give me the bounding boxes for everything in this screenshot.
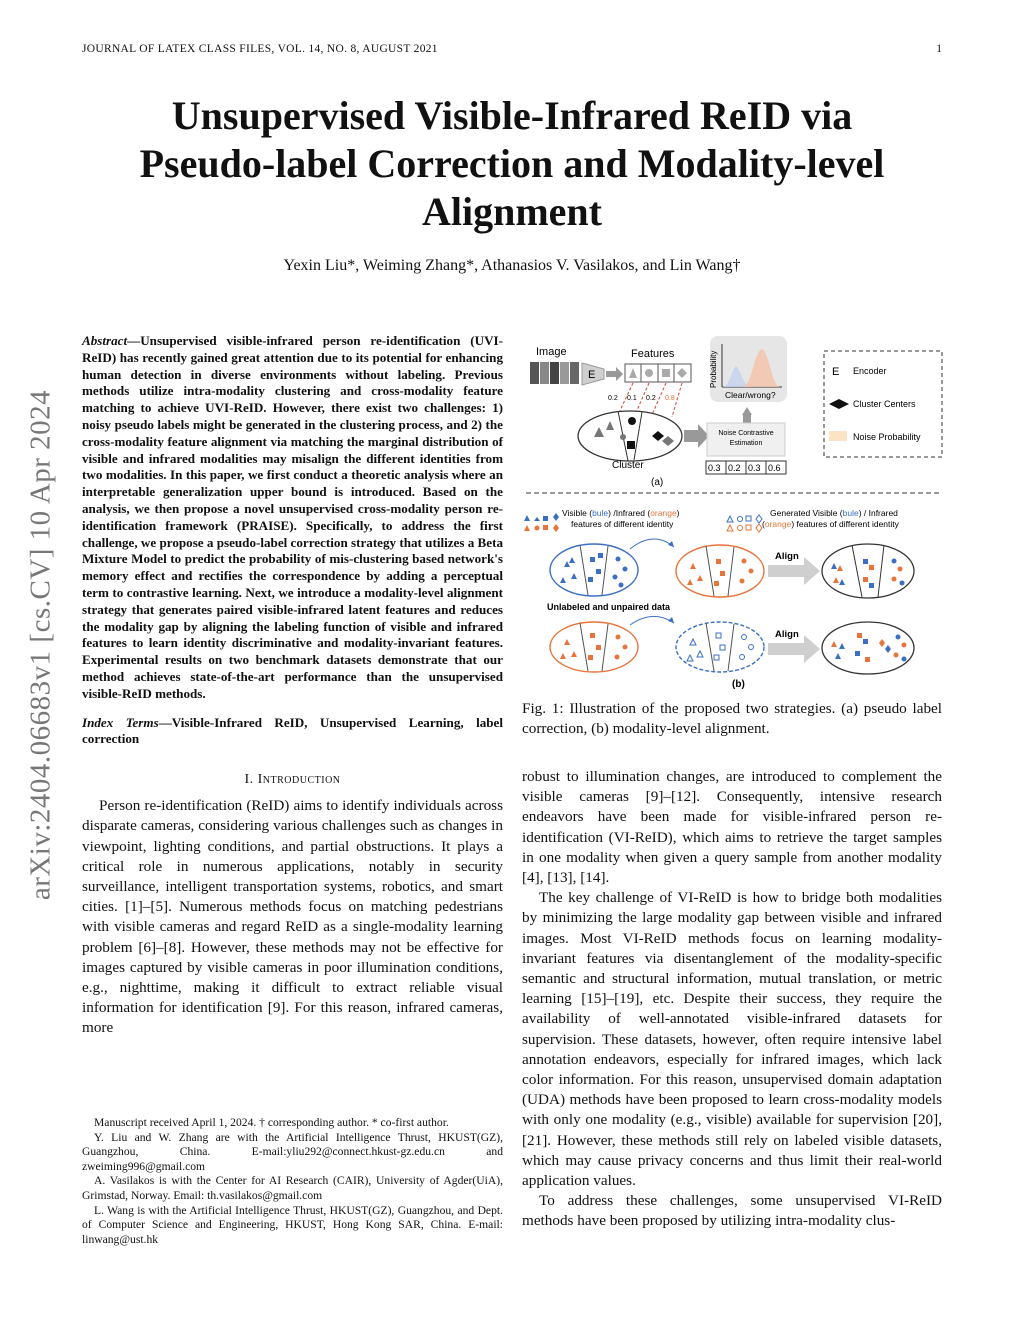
legend-encoder-letter: E [832, 366, 840, 378]
intro-paragraph-3: To address these challenges, some unsupervised VI-ReID methods have been proposed by utilizing intra-modality clus- [522, 1192, 942, 1230]
nce-value: 0.3 [708, 463, 721, 473]
gen-legend-part: ) / Infrared [858, 508, 898, 518]
figure-1-caption: Fig. 1: Illustration of the proposed two strategies. (a) pseudo label correction, (b) modality-level alignment. [522, 700, 942, 738]
intro-paragraph-2: The key challenge of VI-ReID is how to bridge both modalities by minimizing the large modality gap between visible and infrared images. Most VI-ReID methods focus on learning modality-invariant features via disentanglement of the modality-specific semantic and structural information, mutual translation, or metric learning [15]–[19], etc. Despite their success, they require the availability of well-annotated visible-infrared datasets for supervision. These datasets, however, often require intensive label annotation endeavors, especially for infrared images, which lack color information. For this reason, unsupervised domain adaptation (UDA) methods have been proposed to learn cross-modality models with only one modality (e.g., visible) available for supervision [20], [21]. However, these methods still rely on labeled visible datasets, which may cause privacy concerns and thus limit their real-world application values. [522, 889, 942, 1190]
nce-value: 0.6 [768, 463, 781, 473]
nce-values [706, 461, 786, 474]
cluster-link-arrow [630, 539, 674, 549]
nce-value: 0.3 [748, 463, 761, 473]
fig-label-cluster: Cluster [612, 460, 644, 471]
noise-probability-swatch [829, 431, 847, 441]
probability-plot [709, 336, 787, 402]
intro-paragraph-1-continued: robust to illumination changes, are introduced to complement the visible cameras [9]–[12]. Consequently, intensive research endeavors have been made for visible-infrared person re-identification (VI-ReID), which aims to retrieve the target samples in one modality when given a query sample from another modality [4], [13], [14]. [522, 768, 942, 887]
footnote-liu-zhang: Y. Liu and W. Zhang are with the Artificial Intelligence Thrust, HKUST(GZ), Guangzhou, China. E-mail:yliu292@connect.hkust-gz.edu.cn and zweiming996@gmail.com [82, 1130, 503, 1173]
gen-legend-part: ) features of different identity [791, 519, 899, 529]
cluster-link-arrow [630, 617, 674, 626]
vis-legend-blue-word: bule [592, 508, 609, 518]
feat-prob: 0.1 [627, 395, 637, 402]
index-terms-label: Index Terms [82, 714, 159, 730]
fig-label-nce-2: Estimation [729, 440, 763, 447]
vis-legend-part: Visible ( [562, 508, 593, 518]
gen-legend-part: ( [762, 519, 765, 529]
right-column-body [522, 767, 942, 1232]
encoder-letter: E [588, 369, 596, 381]
paper-authors: Yexin Liu*, Weiming Zhang*, Athanasios V. Vasilakos, and Lin Wang† [283, 257, 741, 274]
fig-label-unlabeled: Unlabeled and unpaired data [547, 602, 671, 612]
vis-legend-part: ) /Infrared ( [608, 508, 651, 518]
cluster-to-nce-arrow-icon [684, 424, 709, 448]
feat-prob: 0.2 [646, 395, 656, 402]
fig-label-nce-1: Noise Contrastive [718, 430, 774, 437]
generated-legend-line2 [762, 519, 900, 529]
nce-value: 0.2 [728, 463, 741, 473]
intro-paragraph-1: Person re-identification (ReID) aims to identify individuals across disparate cameras, considering various challenges such as changes in viewpoint, lighting conditions, and partial obstructions. It plays a critical role in numerous applications, notably in security surveillance, intelligent transportation systems, robotics, and smart cities. [1]–[5]. Numerous methods focus on matching pedestrians with visible cameras and regard ReID as a single-modality learning problem [6]–[8]. However, these methods may not be effective for images captured by visible cameras in poor illumination conditions, e.g., nighttime, making it difficult to extract reliable visual information for identification [9]. For this reason, infrared cameras, more [82, 797, 503, 1037]
legend-visible-infrared [524, 513, 559, 532]
legend-generated [727, 515, 762, 532]
gen-legend-orange-word: orange [764, 519, 792, 529]
fig-label-features: Features [631, 348, 675, 360]
infrared-cluster-ellipse-bottom [550, 622, 638, 672]
aligned-cluster-ellipse-top [822, 544, 914, 598]
section-heading-introduction: I. Introduction [244, 772, 341, 788]
gen-legend-part: Generated Visible ( [770, 508, 843, 518]
vis-legend-part: ) [676, 508, 680, 518]
footnote-wang: L. Wang is with the Artificial Intelligence Thrust, HKUST(GZ), Guangzhou, and Dept. of Computer Science and Engineering, HKUST, Hong Kong SAR, China. E-mail: linwang@ust.hk [82, 1203, 503, 1246]
fig-label-align-bottom: Align [775, 629, 799, 640]
feature-vector [625, 364, 691, 382]
arxiv-side-stamp [22, 345, 60, 945]
index-terms [82, 715, 503, 749]
index-terms-text: —Visible-Infrared ReID, Unsupervised Learning, label correction [82, 714, 503, 747]
introduction-body [82, 796, 503, 1038]
visible-cluster-ellipse-top [550, 544, 638, 596]
left-column [82, 333, 503, 1039]
footnote-vasilakos: A. Vasilakos is with the Center for AI Research (CAIR), University of Agder(UiA), Grimstad, Norway. Email: th.vasilakos@gmail.com [82, 1174, 503, 1202]
footnote-manuscript: Manuscript received April 1, 2024. † corresponding author. * co-first author. [94, 1116, 449, 1129]
person-image-strip [530, 362, 579, 384]
figure-legend-box [824, 351, 942, 457]
encoder-arrow-icon [606, 367, 623, 381]
visible-infrared-legend-line2: features of different identity [571, 519, 674, 529]
generated-cluster-ellipse-bottom [676, 622, 764, 672]
abstract-text: —Unsupervised visible-infrared person re-identification (UVI-ReID) has recently gained great attention due to its potential for enhancing human detection in diverse environments without labeling. Previous methods utilize intra-modality clustering and cross-modality feature matching to achieve UVI-ReID. However, there exist two challenges: 1) noisy pseudo labels might be generated in the clustering process, and 2) the cross-modality feature alignment via matching the marginal distribution of visible and infrared modalities may misalign the different identities from two modalities. In this paper, we first conduct a theoretic analysis where an interpretable generalization upper bound is introduced. Based on the analysis, we then propose a novel unsupervised cross-modality person re-identification framework (PRAISE). Specifically, to address the first challenge, we propose a pseudo-label correction strategy that utilizes a Beta Mixture Model to predict the probability of mis-clustering based network's memory effect and rectifies the correspondence by adding a perceptual term to contrastive learning. Next, we introduce a modality-level alignment strategy that generates paired visible-infrared latent features and reduces the modality gap by aligning the labeling function of visible and infrared features to learn identity discriminative and modality-invariant features. Experimental results on two benchmark datasets demonstrate that our method achieves state-of-the-art performance than the unsupervised visible-ReID methods. [82, 333, 504, 701]
paper-title: Unsupervised Visible-Infrared ReID via Pseudo-label Correction and Modality-level Alignment [139, 93, 885, 234]
page-number: 1 [936, 43, 942, 55]
fig-label-a: (a) [651, 477, 664, 488]
legend-noise-probability: Noise Probability [853, 432, 921, 442]
visible-infrared-legend-line1 [562, 508, 680, 518]
cluster-center-icon [829, 399, 849, 409]
legend-cluster-centers: Cluster Centers [853, 399, 916, 409]
arxiv-identifier: arXiv:2404.06683v1 [cs.CV] 10 Apr 2024 [24, 389, 57, 901]
fig-label-probability: Probability [709, 350, 718, 388]
fig-label-b: (b) [732, 679, 745, 690]
feat-prob: 0.8 [665, 395, 675, 402]
figure-1-diagram [522, 333, 946, 693]
cluster-ellipse [578, 411, 682, 461]
cluster-link-arrowhead-icon [668, 541, 674, 547]
fig-label-clear-wrong: Clear/wrong? [725, 390, 776, 400]
figure-1 [522, 333, 946, 693]
running-head: JOURNAL OF LATEX CLASS FILES, VOL. 14, NO. 8, AUGUST 2021 [82, 43, 438, 55]
infrared-cluster-ellipse-top [676, 545, 764, 597]
generated-legend-line1 [770, 508, 898, 518]
legend-encoder: Encoder [853, 366, 887, 376]
fig-label-image: Image [536, 346, 567, 358]
gen-legend-blue-word: bule [842, 508, 859, 518]
aligned-cluster-ellipse-bottom [822, 622, 914, 674]
vis-legend-orange-word: orange [650, 508, 677, 518]
fig-label-align-top: Align [775, 551, 799, 562]
footnotes [82, 1116, 503, 1247]
feat-prob: 0.2 [608, 395, 618, 402]
abstract-label: Abstract [82, 333, 128, 348]
nce-up-arrow-shaft [743, 413, 751, 423]
abstract [82, 333, 503, 703]
